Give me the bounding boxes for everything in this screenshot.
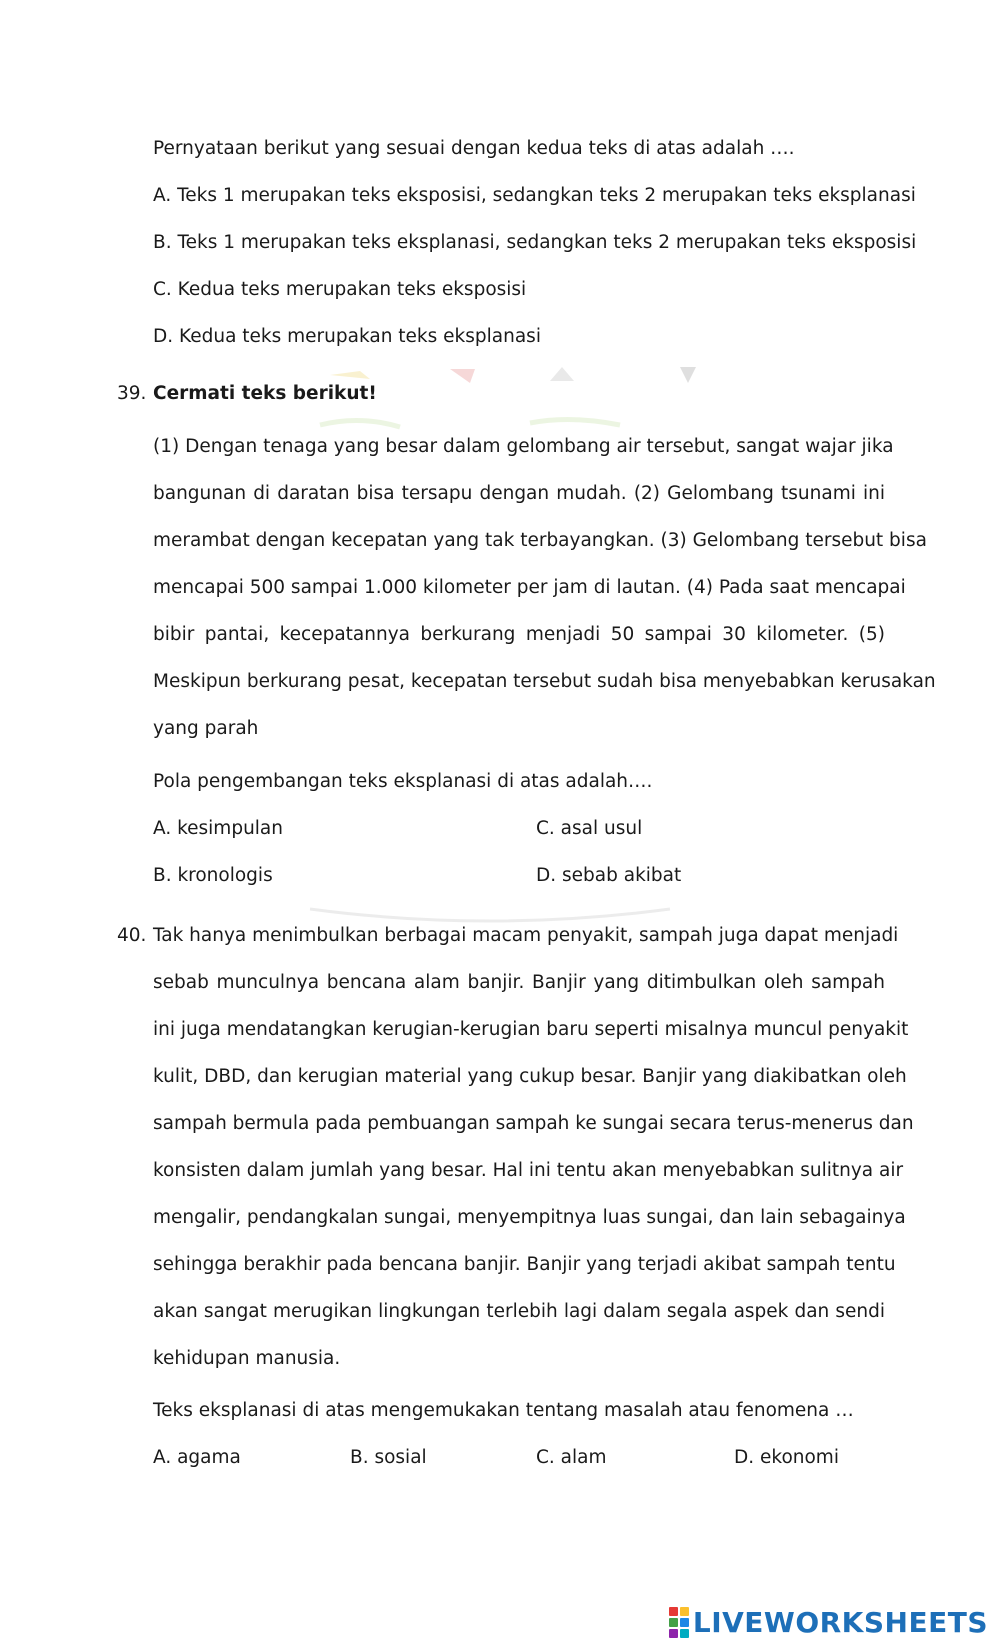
q40-passage-line: sampah bermula pada pembuangan sampah ke sungai secara terus-menerus dan — [153, 1113, 914, 1134]
q39-prompt: Pola pengembangan teks eksplanasi di atas adalah…. — [153, 771, 653, 792]
q38-option-d[interactable]: D. Kedua teks merupakan teks eksplanasi — [153, 326, 541, 347]
logo-text: LIVEWORKSHEETS — [692, 1606, 988, 1639]
q40-option-c[interactable]: C. alam — [536, 1447, 607, 1468]
q39-option-b[interactable]: B. kronologis — [153, 865, 273, 886]
q39-number: 39. — [117, 383, 147, 404]
q39-option-c[interactable]: C. asal usul — [536, 818, 643, 839]
q39-option-a[interactable]: A. kesimpulan — [153, 818, 283, 839]
q40-option-d[interactable]: D. ekonomi — [734, 1447, 839, 1468]
q40-passage-line: mengalir, pendangkalan sungai, menyempitnya luas sungai, dan lain sebagainya — [153, 1207, 906, 1228]
q39-passage-line: merambat dengan kecepatan yang tak terbayangkan. (3) Gelombang tersebut bisa — [153, 530, 927, 551]
q38-option-b[interactable]: B. Teks 1 merupakan teks eksplanasi, sedangkan teks 2 merupakan teks eksposisi — [153, 232, 917, 253]
q40-passage-line: ini juga mendatangkan kerugian-kerugian baru seperti misalnya muncul penyakit — [153, 1019, 909, 1040]
q39-passage-line: bangunan di daratan bisa tersapu dengan mudah. (2) Gelombang tsunami ini — [153, 483, 885, 504]
logo-blocks-icon — [669, 1607, 689, 1638]
q40-passage-line: sehingga berakhir pada bencana banjir. Banjir yang terjadi akibat sampah tentu — [153, 1254, 896, 1275]
q39-passage-line: Meskipun berkurang pesat, kecepatan tersebut sudah bisa menyebabkan kerusakan — [153, 671, 936, 692]
q39-instruction-text: Cermati teks berikut! — [153, 383, 377, 404]
liveworksheets-logo[interactable] — [669, 1606, 988, 1639]
q40-option-a[interactable]: A. agama — [153, 1447, 241, 1468]
q39-passage-line: bibir pantai, kecepatannya berkurang menjadi 50 sampai 30 kilometer. (5) — [153, 624, 885, 645]
q40-prompt: Teks eksplanasi di atas mengemukakan tentang masalah atau fenomena … — [153, 1400, 854, 1421]
q38-option-a[interactable]: A. Teks 1 merupakan teks eksposisi, sedangkan teks 2 merupakan teks eksplanasi — [153, 185, 916, 206]
q39-option-d[interactable]: D. sebab akibat — [536, 865, 682, 886]
q40-passage-line: Tak hanya menimbulkan berbagai macam penyakit, sampah juga dapat menjadi — [153, 925, 899, 946]
q38-option-c[interactable]: C. Kedua teks merupakan teks eksposisi — [153, 279, 527, 300]
watermark-graphic — [300, 365, 720, 445]
q40-option-b[interactable]: B. sosial — [350, 1447, 427, 1468]
q40-passage-line: kulit, DBD, dan kerugian material yang cukup besar. Banjir yang diakibatkan oleh — [153, 1066, 907, 1087]
q40-passage-line: sebab munculnya bencana alam banjir. Banjir yang ditimbulkan oleh sampah — [153, 972, 885, 993]
q39-passage-line: mencapai 500 sampai 1.000 kilometer per jam di lautan. (4) Pada saat mencapai — [153, 577, 906, 598]
q40-passage-line: konsisten dalam jumlah yang besar. Hal ini tentu akan menyebabkan sulitnya air — [153, 1160, 904, 1181]
q40-number: 40. — [117, 925, 147, 946]
q40-passage-line: akan sangat merugikan lingkungan terlebih lagi dalam segala aspek dan sendi — [153, 1301, 885, 1322]
q39-passage-line: (1) Dengan tenaga yang besar dalam gelombang air tersebut, sangat wajar jika — [153, 436, 894, 457]
q39-instruction — [153, 383, 377, 404]
q40-passage-line: kehidupan manusia. — [153, 1348, 341, 1369]
q38-prompt: Pernyataan berikut yang sesuai dengan kedua teks di atas adalah …. — [153, 138, 795, 159]
q39-passage-line: yang parah — [153, 718, 259, 739]
